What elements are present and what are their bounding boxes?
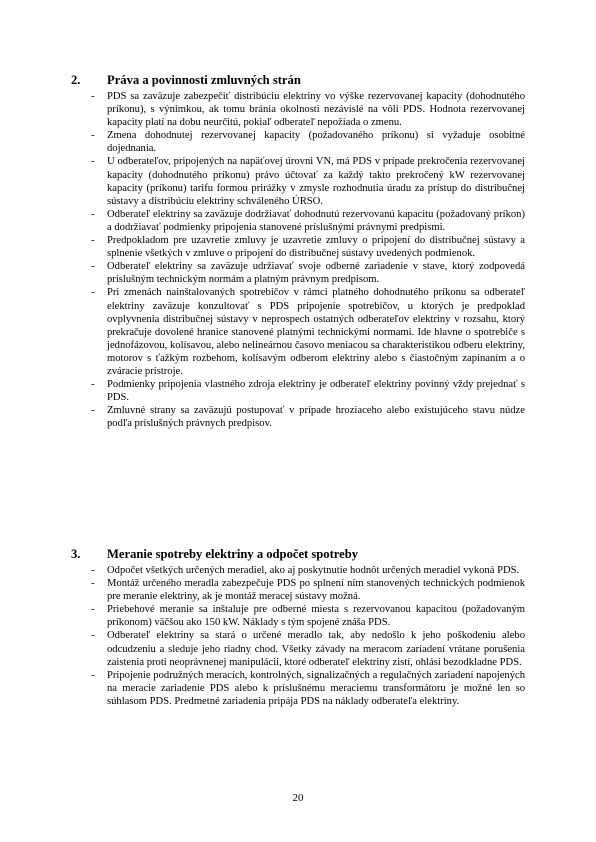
list-item-text: Odpočet všetkých určených meradiel, ako aj poskytnutie hodnôt určených meradiel vykoná PDS. (107, 565, 520, 576)
list-item-text: Pri zmenách nainštalovaných spotrebičov v rámci platného dohodnutého príkonu sa odberateľ elektriny zaväzuje konzultovať s PDS pripojenie spotrebičov, u ktorých je predpoklad ovplyvnenia distribučnej sústavy v neprospech ostatných odberateľov elektriny v rozsahu, ktorý prekračuje dovolené hranice stanovené platnými technickými normami. Ide hlavne o spotrebiče s jednofázovou, kolísavou, alebo nelineárnou časovo meniacou sa charakteristikou odberu elektriny, motorov s ťažkým rozbehom, kolísavým odberom elektriny alebo s čiastočným zapínaním a o zváracie prístroje. (107, 287, 525, 377)
list-item (91, 404, 525, 430)
list-item (91, 155, 525, 207)
bullet-dash: - (91, 565, 95, 576)
bullet-dash: - (91, 156, 95, 168)
section-number: 2. (71, 73, 81, 87)
list-item (91, 603, 525, 629)
section-rights-obligations (0, 70, 596, 430)
list-item-text: U odberateľov, pripojených na napäťovej úrovni VN, má PDS v prípade prekročenia rezervovanej kapacity (dohodnutého príkonu) právo účtovať za každý takto prekročený kW rezervovanej kapacity (príkonu) tarifu formou prirážky v zmysle rozhodnutia úradu za prístup do distribučnej sústavy a distribúciu elektriny schváleného ÚRSO. (107, 156, 525, 207)
bullet-dash: - (91, 130, 95, 142)
bullet-dash: - (91, 379, 95, 391)
list-item-text: Odberateľ elektriny sa zaväzuje udržiavať svoje odberné zariadenie v stave, ktorý zodpovedá príslušným technickým normám a platným právnym predpisom. (107, 261, 525, 286)
bullet-dash: - (91, 604, 95, 616)
bullet-dash: - (91, 261, 95, 273)
list-item-text: Predpokladom pre uzavretie zmluvy je uzavretie zmluvy o pripojení do distribučnej sústavy a splnenie všetkých v zmluve o pripojení do distribučnej sústavy uvedených podmienok. (107, 235, 525, 260)
section-title: Práva a povinnosti zmluvných strán (107, 73, 301, 87)
section-title: Meranie spotreby elektriny a odpočet spotreby (107, 547, 359, 561)
bullet-dash: - (91, 91, 95, 102)
bullet-dash: - (91, 669, 95, 681)
list-item (91, 577, 525, 603)
list-item-text: Priebehové meranie sa inštaluje pre odberné miesta s rezervovanou kapacitou (požadovaným príkonom) väčšou ako 150 kW. Náklady s tým spojené znáša PDS. (107, 604, 525, 629)
list-item (91, 260, 525, 286)
list-item (91, 286, 525, 378)
list-item-text: Podmienky pripojenia vlastného zdroja elektriny je odberateľ elektriny povinný vždy prejednať s PDS. (107, 379, 525, 404)
section-number: 3. (71, 547, 81, 561)
bullet-dash: - (91, 405, 95, 417)
list-item (91, 378, 525, 404)
list-item-text: Zmluvné strany sa zaväzujú postupovať v prípade hroziaceho alebo existujúceho stavu núdze podľa príslušných právnych predpisov. (107, 405, 525, 430)
bullet-dash: - (91, 208, 95, 220)
list-item-text: Zmena dohodnutej rezervovanej kapacity (požadovaného príkonu) si vyžaduje osobitné dojednania. (107, 130, 525, 155)
section-list (0, 564, 596, 708)
list-item-text: Montáž určeného meradla zabezpečuje PDS po splnení ním stanovených technických podmienok pre meranie elektriny, ak je montáž meracej sústavy možná. (107, 578, 525, 603)
bullet-dash: - (91, 287, 95, 299)
section-metering (0, 544, 596, 708)
section-heading (0, 70, 596, 90)
bullet-dash: - (91, 235, 95, 247)
page-number: 20 (292, 792, 304, 804)
bullet-dash: - (91, 578, 95, 590)
bullet-dash: - (91, 630, 95, 642)
list-item-text: Odberateľ elektriny sa stará o určené meradlo tak, aby nedošlo k jeho poškodeniu alebo odcudzeniu a sleduje jeho riadny chod. Všetky závady na meracom zariadení vrátane porušenia zaistenia proti neoprávnenej manipulácii, ktoré odberateľ elektriny zistí, ohlási bezodkladne PDS. (107, 630, 525, 668)
list-item (91, 129, 525, 155)
section-list (0, 90, 596, 430)
list-item-text: PDS sa zaväzuje zabezpečiť distribúciu elektriny vo výške rezervovanej kapacity (dohodnutého príkonu), s výnimkou, ak tomu bránia okolnosti nezávislé na vôli PDS. Hodnota rezervovanej kapacity platí na dobu neurčitú, pokiaľ odberateľ nepožiada o zmenu. (107, 91, 525, 129)
list-item (91, 629, 525, 668)
list-item-text: Pripojenie podružných meracích, kontrolných, signalizačných a regulačných zariadení napojených na meracie zariadenie PDS alebo k príslušnému meraciemu transformátoru je možné len so súhlasom PDS. Predmetné zariadenia pripája PDS na náklady odberateľa elektriny. (107, 669, 525, 707)
list-item (91, 90, 525, 129)
list-item (91, 208, 525, 234)
list-item (91, 564, 525, 577)
list-item (91, 669, 525, 708)
list-item-text: Odberateľ elektriny sa zaväzuje dodržiavať dohodnutú rezervovanú kapacitu (požadovaný príkon) a dodržiavať podmienky pripojenia stanovené príslušnými právnymi predpismi. (107, 208, 525, 233)
list-item (91, 234, 525, 260)
section-heading (0, 544, 596, 564)
